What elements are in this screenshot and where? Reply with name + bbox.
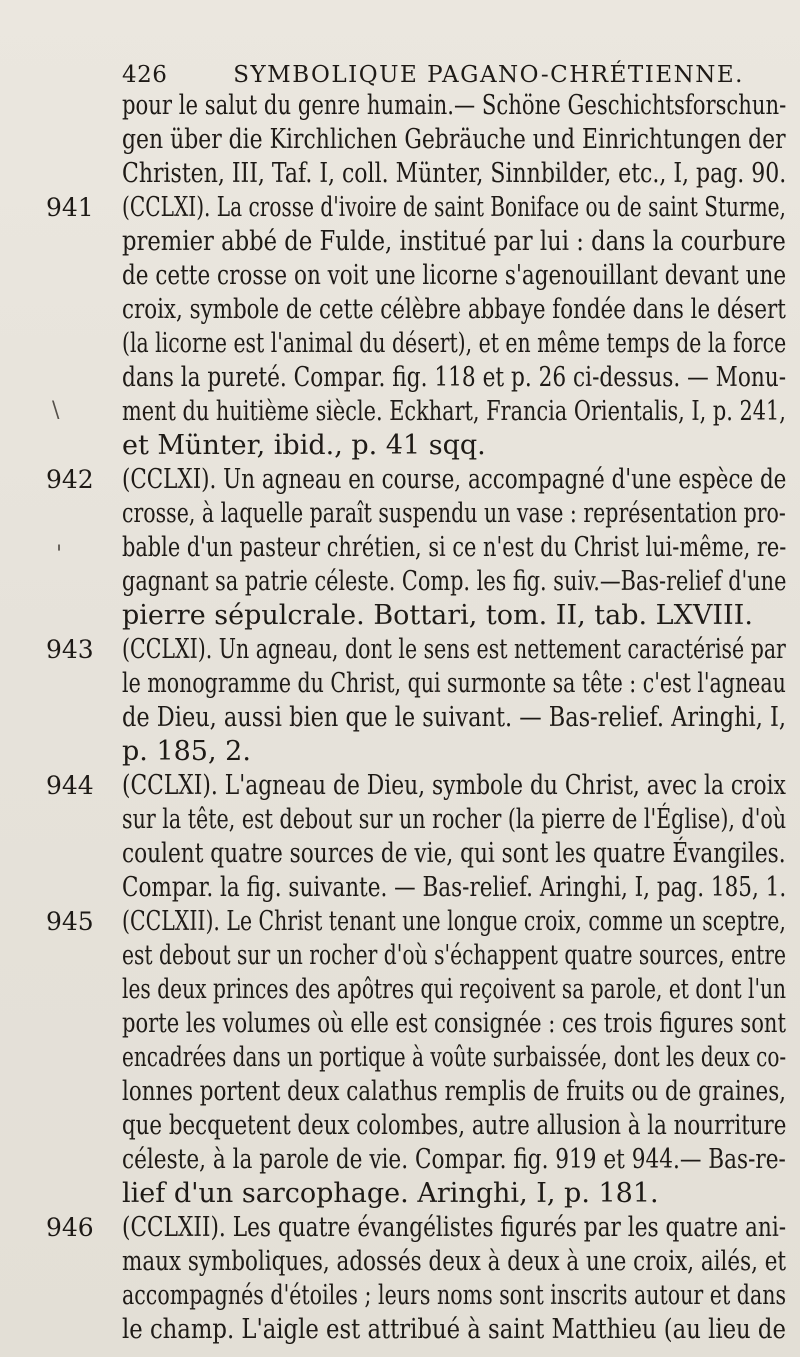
text-line: ment du huitième siècle. Eckhart, Francia Orientalis, I, p. 241, [122, 396, 786, 427]
margin-tick: \ [52, 398, 60, 423]
text-line: coulent quatre sources de vie, qui sont les quatre Évangiles. [122, 838, 786, 869]
text-line: Christen, III, Taf. I, coll. Münter, Sinnbilder, etc., I, pag. 90. [122, 158, 787, 189]
figure-number: 942 [46, 465, 94, 494]
text-line: premier abbé de Fulde, institué par lui : dans la courbure [122, 226, 786, 257]
text-line: gen über die Kirchlichen Gebräuche und Einrichtungen der [122, 124, 786, 155]
text-line: que becquetent deux colombes, autre allusion à la nourriture [122, 1110, 787, 1141]
margin-tick: ' [56, 542, 63, 567]
text-line: porte les volumes où elle est consignée : ces trois figures sont [122, 1008, 786, 1039]
text-line: dans la pureté. Compar. fig. 118 et p. 26 ci-dessus. — Monu- [122, 362, 787, 393]
text-line: (CCLXII). Les quatre évangélistes figurés par les quatre ani- [122, 1212, 787, 1243]
text-line: croix, symbole de cette célèbre abbaye fondée dans le désert [122, 294, 786, 325]
text-line: (CCLXI). L'agneau de Dieu, symbole du Christ, avec la croix [122, 770, 786, 801]
text-line: (CCLXI). Un agneau en course, accompagné d'une espèce de [122, 464, 787, 495]
figure-number: 941 [46, 193, 94, 222]
text-line: de Dieu, aussi bien que le suivant. — Bas-relief. Aringhi, I, [122, 702, 786, 733]
text-line: lonnes portent deux calathus remplis de fruits ou de graines, [122, 1076, 786, 1107]
text-line: de cette crosse on voit une licorne s'agenouillant devant une [122, 260, 787, 291]
text-line: le champ. L'aigle est attribué à saint Matthieu (au lieu de [122, 1314, 786, 1345]
text-line: pour le salut du genre humain.— Schöne Geschichtsforschun- [122, 90, 787, 121]
text-line: (CCLXII). Le Christ tenant une longue croix, comme un sceptre, [122, 906, 786, 937]
page-number: 426 [122, 62, 168, 88]
text-line: bable d'un pasteur chrétien, si ce n'est du Christ lui-même, re- [122, 532, 787, 563]
running-header [122, 62, 744, 88]
text-line: pierre sépulcrale. Bottari, tom. II, tab. LXVIII. [122, 600, 753, 631]
figure-number: 943 [46, 635, 94, 664]
text-line: les deux princes des apôtres qui reçoivent sa parole, et dont l'un [122, 974, 787, 1005]
text-line: est debout sur un rocher d'où s'échappent quatre sources, entre [122, 940, 787, 971]
text-line: lief d'un sarcophage. Aringhi, I, p. 181. [122, 1178, 659, 1209]
text-line: et Münter, ibid., p. 41 sqq. [122, 430, 486, 461]
text-line: crosse, à laquelle paraît suspendu un vase : représentation pro- [122, 498, 786, 529]
text-line: Compar. la fig. suivante. — Bas-relief. Aringhi, I, pag. 185, 1. [122, 872, 787, 903]
text-line: (CCLXI). Un agneau, dont le sens est nettement caractérisé par [122, 634, 786, 665]
text-line: sur la tête, est debout sur un rocher (la pierre de l'Église), d'où [122, 804, 787, 835]
figure-number: 945 [46, 907, 94, 936]
text-line: le monogramme du Christ, qui surmonte sa tête : c'est l'agneau [122, 668, 786, 699]
text-line: encadrées dans un portique à voûte surbaissée, dont les deux co- [122, 1042, 787, 1073]
text-line: p. 185, 2. [122, 736, 251, 767]
text-line: maux symboliques, adossés deux à deux à une croix, ailés, et [122, 1246, 787, 1277]
text-line: céleste, à la parole de vie. Compar. fig. 919 et 944.— Bas-re- [122, 1144, 786, 1175]
figure-number: 944 [46, 771, 94, 800]
text-line: (CCLXI). La crosse d'ivoire de saint Boniface ou de saint Sturme, [122, 192, 786, 223]
running-title: SYMBOLIQUE PAGANO-CHRÉTIENNE. [233, 62, 744, 88]
text-line: accompagnés d'étoiles ; leurs noms sont inscrits autour et dans [122, 1280, 787, 1311]
text-line: (la licorne est l'animal du désert), et en même temps de la force [122, 328, 787, 359]
text-line: gagnant sa patrie céleste. Comp. les fig. suiv.—Bas-relief d'une [122, 566, 787, 597]
figure-number: 946 [46, 1213, 94, 1242]
